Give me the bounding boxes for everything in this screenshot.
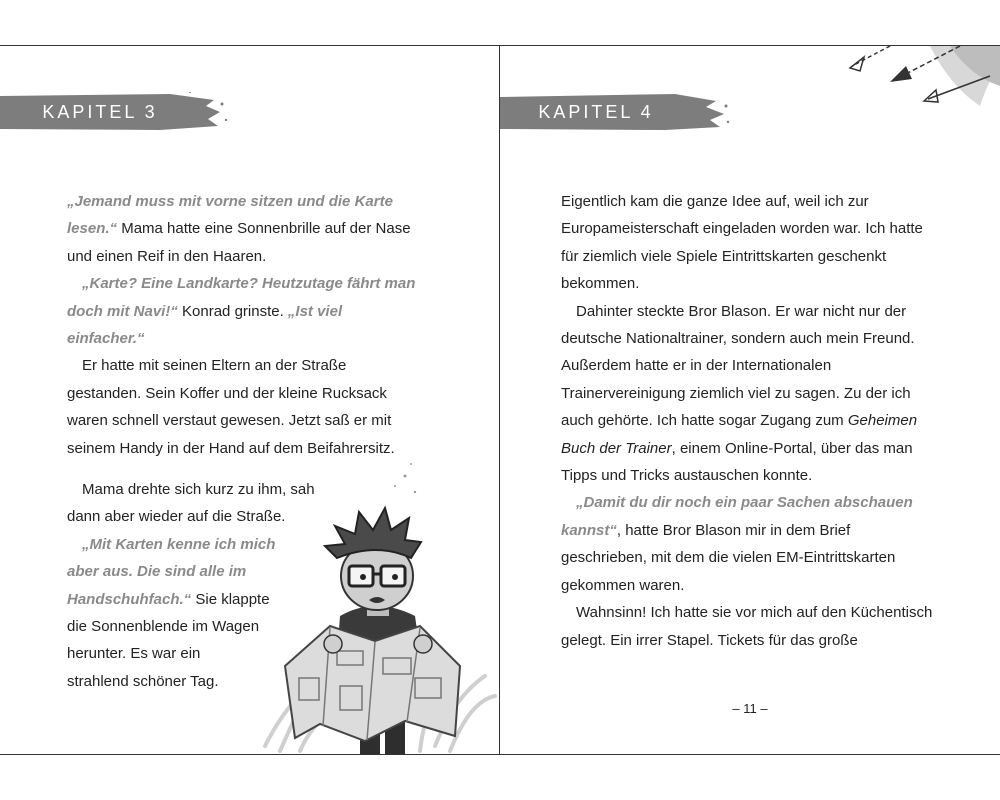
paragraph-text: , hatte Bror Blason mir in dem Brief geschrieben, mit dem die vielen EM-Eintrittskarten gekommen waren. xyxy=(561,521,896,594)
text-line: dann aber wieder auf die Straße. xyxy=(67,508,286,526)
right-page xyxy=(500,46,1000,754)
paragraph-text: , einem Online-Portal, über das man Tipps und Tricks austauschen konnte. xyxy=(561,439,913,485)
paragraph-text: Er hatte mit seinen Eltern an der Straße gestanden. Sein Koffer und der kleine Rucksack waren schnell verstaut gewesen. Jetzt saß er mit seinem Handy in der Hand auf dem Beifahrersitz. xyxy=(67,357,395,457)
text-line: die Sonnenblende im Wagen xyxy=(67,618,260,636)
paragraph-text: Dahinter steckte Bror Blason. Er war nicht nur der deutsche Nationaltrainer, sondern auch mein Freund. Außerdem hatte er in der Internationalen Trainervereinigung ziemlich viel zu sagen. Zu der ich auch gehörte. Ich hatte sogar Zugang zum xyxy=(561,302,915,430)
left-page xyxy=(0,46,500,754)
book-spread xyxy=(0,45,1000,755)
paragraph-text: Sie klappte xyxy=(191,590,270,608)
highlighted-quote: „Damit du dir noch ein paar Sachen abschauen kannst“ xyxy=(561,494,913,539)
chapter-title: KAPITEL 3 xyxy=(42,102,158,122)
text-line: strahlend schöner Tag. xyxy=(67,672,219,690)
highlighted-quote: Handschuhfach.“ xyxy=(67,590,192,608)
paragraph-text: Eigentlich kam die ganze Idee auf, weil ich zur Europameisterschaft eingeladen worden war. Ich hatte für ziemlich viele Spiele Eintrittskarten geschenkt bekommen. xyxy=(561,193,923,293)
right-text xyxy=(561,188,933,654)
highlighted-quote: „Mit Karten kenne ich mich xyxy=(82,535,276,553)
highlighted-quote: „Jemand muss mit vorne sitzen und die Karte lesen.“ xyxy=(67,193,393,238)
boy-reading-map-illustration xyxy=(255,446,500,754)
highlighted-quote: aber aus. Die sind alle im xyxy=(67,563,247,581)
paragraph-text: Konrad grinste. xyxy=(177,302,288,320)
page-number: – 11 – xyxy=(732,701,768,716)
paragraph-text: Mama hatte eine Sonnenbrille auf der Nase und einen Reif in den Haaren. xyxy=(67,220,411,265)
italic-title: Geheimen Buch der Trainer xyxy=(561,412,918,457)
paragraph-text: Wahnsinn! Ich hatte sie vor mich auf den Küchentisch gelegt. Ein irrer Stapel. Tickets für das große xyxy=(561,604,933,649)
highlighted-quote: „Karte? Eine Landkarte? Heutzutage fährt man doch mit Navi!“ xyxy=(67,275,416,320)
text-line: herunter. Es war ein xyxy=(67,645,201,663)
arrows-splatter-decoration xyxy=(830,46,1000,156)
chapter-title: KAPITEL 4 xyxy=(538,102,654,122)
left-text-upper xyxy=(67,188,423,462)
chapter-banner xyxy=(500,92,730,132)
highlighted-quote: „Ist viel einfacher.“ xyxy=(67,302,343,348)
chapter-banner xyxy=(0,92,230,132)
text-line: Mama drehte sich kurz zu ihm, sah xyxy=(82,481,315,498)
